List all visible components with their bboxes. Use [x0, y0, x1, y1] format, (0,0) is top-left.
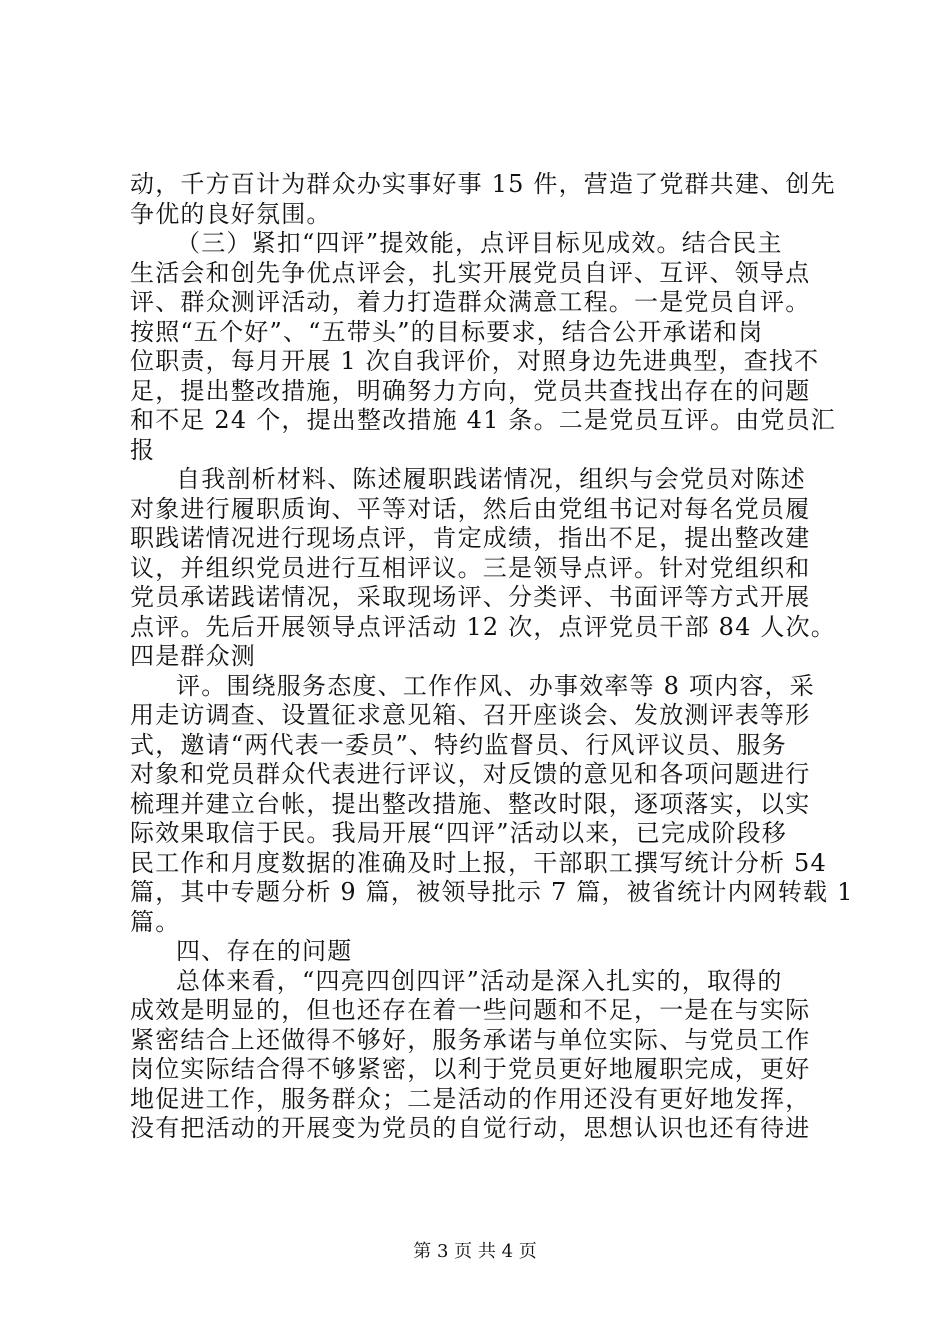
text-line: 地促进工作，服务群众；二是活动的作用还没有更好地发挥，	[130, 1084, 811, 1113]
text-line: 篇，其中专题分析 9 篇，被领导批示 7 篇，被省统计内网转载 1	[130, 878, 854, 906]
text-line: 按照“五个好”、“五带头”的目标要求，结合公开承诺和岗	[130, 317, 764, 346]
page-number-footer: 第 3 页 共 4 页	[413, 1241, 537, 1262]
text-line: 位职责，每月开展 1 次自我评价，对照身边先进典型，查找不	[130, 347, 820, 375]
text-line: 动，千方百计为群众办实事好事 15 件，营造了党群共建、创先	[130, 170, 836, 198]
text-line: 对象和党员群众代表进行评议，对反馈的意见和各项问题进行	[130, 760, 811, 788]
text-line: 紧密结合上还做得不够好，服务承诺与单位实际、与党员工作	[130, 1025, 811, 1054]
section-heading-line: （三）紧扣“四评”提效能，点评目标见成效。结合民主	[176, 229, 783, 257]
text-line: 用走访调查、设置征求意见箱、召开座谈会、发放测评表等形	[130, 701, 811, 729]
text-line: 岗位实际结合得不够紧密，以利于党员更好地履职完成，更好	[130, 1055, 811, 1083]
text-line: 报	[130, 435, 156, 464]
text-line: 没有把活动的开展变为党员的自觉行动，思想认识也还有待进	[130, 1114, 811, 1142]
text-line: 争优的良好氛围。	[130, 199, 332, 228]
paragraph-start-line: 自我剖析材料、陈述履职践诺情况，组织与会党员对陈述	[176, 465, 806, 493]
text-line: 篇。	[130, 907, 181, 936]
text-line: 职践诺情况进行现场点评，肯定成绩，指出不足，提出整改建	[130, 524, 811, 552]
paragraph-start-line: 总体来看，“四亮四创四评”活动是深入扎实的，取得的	[176, 966, 783, 995]
text-line: 式，邀请“两代表一委员”、特约监督员、行风评议员、服务	[130, 730, 787, 759]
document-body	[130, 170, 854, 1144]
text-line: 评、群众测评活动，着力打造群众满意工程。一是党员自评。	[130, 288, 811, 316]
text-line: 议，并组织党员进行互相评议。三是领导点评。针对党组织和	[130, 553, 811, 582]
text-line: 足，提出整改措施，明确努力方向，党员共查找出存在的问题	[130, 376, 811, 405]
text-line: 党员承诺践诺情况，采取现场评、分类评、书面评等方式开展	[130, 583, 811, 611]
paragraph-start-line: 评。围绕服务态度、工作作风、办事效率等 8 项内容，采	[176, 671, 815, 700]
text-line: 四是群众测	[130, 642, 256, 670]
text-line: 民工作和月度数据的准确及时上报，干部职工撰写统计分析 54	[130, 848, 827, 877]
text-line: 梳理并建立台帐，提出整改措施、整改时限，逐项落实，以实	[130, 789, 811, 818]
text-line: 对象进行履职质询、平等对话，然后由党组书记对每名党员履	[130, 494, 811, 523]
text-line: 成效是明显的，但也还存在着一些问题和不足，一是在与实际	[130, 996, 811, 1024]
text-line: 和不足 24 个，提出整改措施 41 条。二是党员互评。由党员汇	[130, 406, 836, 434]
text-line: 生活会和创先争优点评会，扎实开展党员自评、互评、领导点	[130, 258, 811, 287]
section-heading: 四、存在的问题	[176, 937, 353, 965]
text-line: 际效果取信于民。我局开展“四评”活动以来，已完成阶段移	[130, 819, 787, 847]
text-line: 点评。先后开展领导点评活动 12 次，点评党员干部 84 人次。	[130, 612, 836, 641]
